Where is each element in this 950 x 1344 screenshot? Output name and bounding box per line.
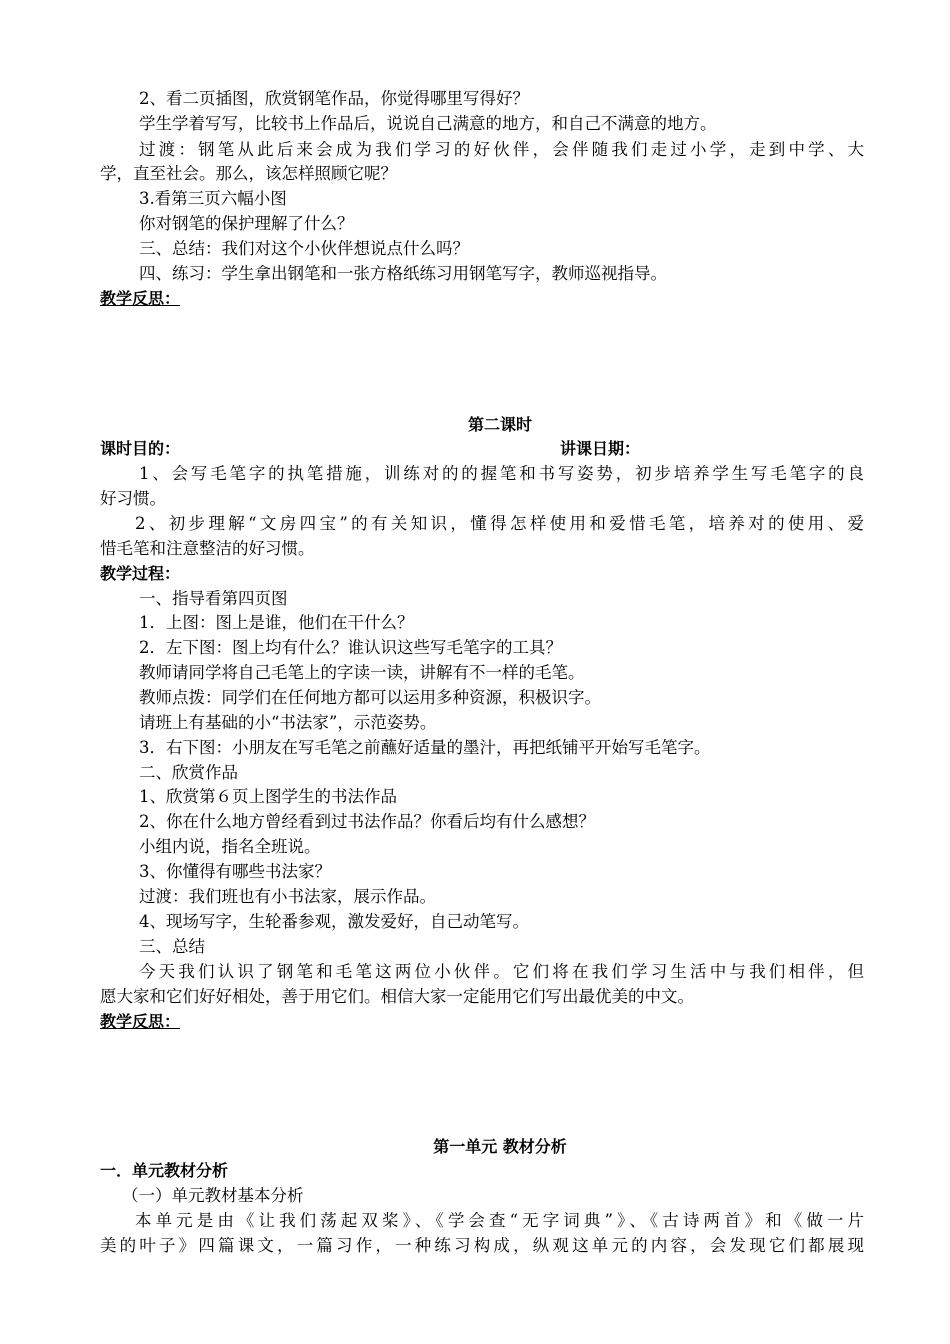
text-line: 1、欣赏第６页上图学生的书法作品 — [139, 787, 397, 806]
text-line: 小组内说，指名全班说。 — [139, 837, 321, 856]
text-line: 教师请同学将自己毛笔上的字读一读，讲解有不一样的毛笔。 — [139, 663, 585, 682]
text-line: 美的叶子》四篇课文，一篇习作，一种练习构成，纵观这单元的内容，会发现它们都展现 — [100, 1236, 864, 1255]
text-line: 今天我们认识了钢笔和毛笔这两位小伙伴。它们将在我们学习生活中与我们相伴，但 — [139, 962, 864, 981]
reflection-heading: 教学反思： — [100, 289, 181, 308]
text-line: 1、会写毛笔字的执笔措施，训练对的的握笔和书写姿势，初步培养学生写毛笔字的良 — [139, 464, 864, 483]
text-line: 教师点拨：同学们在任何地方都可以运用多种资源，积极识字。 — [139, 688, 601, 707]
reflection-heading: 教学反思： — [100, 1012, 181, 1031]
text-line: 学，直至社会。那么，该怎样照顾它呢？ — [100, 164, 397, 183]
text-line: 本单元是由《让我们荡起双桨》、《学会查“无字词典”》、《古诗两首》和《做一片 — [135, 1211, 864, 1230]
text-line: 愿大家和它们好好相处，善于用它们。相信大家一定能用它们写出最优美的中文。 — [100, 987, 694, 1006]
text-line: 一、指导看第四页图 — [139, 589, 288, 608]
text-line: 4、现场写字，生轮番参观，激发爱好，自己动笔写。 — [139, 912, 529, 931]
text-line: 过渡：钢笔从此后来会成为我们学习的好伙伴，会伴随我们走过小学，走到中学、大 — [139, 140, 864, 159]
lesson-title: 第二课时 — [467, 415, 532, 434]
text-line: 2、你在什么地方曾经看到过书法作品？你看后均有什么感想？ — [139, 812, 595, 831]
text-line: 1．上图：图上是谁，他们在干什么？ — [139, 613, 414, 632]
unit-title: 第一单元 教材分析 — [433, 1137, 567, 1156]
text-line: 好习惯。 — [100, 489, 166, 508]
text-line: 四、练习：学生拿出钢笔和一张方格纸练习用钢笔写字，教师巡视指导。 — [139, 264, 667, 283]
text-line: 二、欣赏作品 — [139, 763, 238, 782]
text-line: 3.看第三页六幅小图 — [139, 189, 287, 208]
section-heading: 一．单元教材分析 — [100, 1161, 229, 1180]
text-line: 3、你懂得有哪些书法家？ — [139, 862, 331, 881]
date-label: 讲课日期： — [560, 439, 641, 458]
text-line: 3．右下图：小朋友在写毛笔之前蘸好适量的墨汁，再把纸铺平开始写毛笔字。 — [139, 738, 711, 757]
text-line: 三、总结：我们对这个小伙伴想说点什么吗？ — [139, 239, 469, 258]
text-line: 过渡：我们班也有小书法家，展示作品。 — [139, 887, 436, 906]
goal-label: 课时目的： — [100, 439, 181, 458]
process-heading: 教学过程： — [100, 564, 181, 583]
text-line: 你对钢笔的保护理解了什么？ — [139, 214, 354, 233]
subsection-heading: （一）单元教材基本分析 — [122, 1186, 304, 1205]
text-line: 2、看二页插图，欣赏钢笔作品，你觉得哪里写得好？ — [139, 89, 529, 108]
text-line: 三、总结 — [139, 937, 205, 956]
text-line: 惜毛笔和注意整洁的好习惯。 — [100, 539, 315, 558]
text-line: 学生学着写写，比较书上作品后，说说自己满意的地方，和自己不满意的地方。 — [139, 114, 717, 133]
text-line: 2、初步理解“文房四宝”的有关知识，懂得怎样使用和爱惜毛笔，培养对的使用、爱 — [135, 514, 864, 533]
text-line: 请班上有基础的小“书法家”，示范姿势。 — [139, 713, 437, 732]
text-line: 2．左下图：图上均有什么？谁认识这些写毛笔字的工具？ — [139, 638, 562, 657]
